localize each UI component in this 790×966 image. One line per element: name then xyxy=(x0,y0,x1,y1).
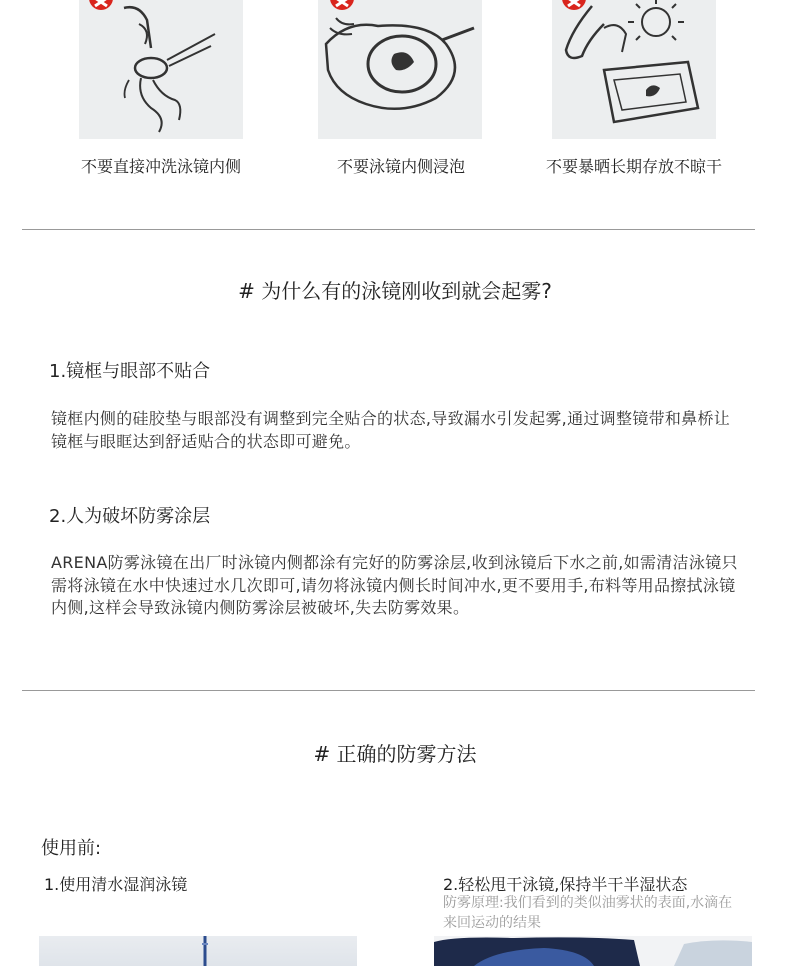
section-divider-2 xyxy=(22,690,755,691)
warning-illustration-soak xyxy=(318,0,482,139)
warning-caption-soak: 不要泳镜内侧浸泡 xyxy=(336,157,465,176)
step-1-photo xyxy=(39,936,357,966)
section-divider-1 xyxy=(22,229,755,230)
warning-caption-rinse: 不要直接冲洗泳镜内侧 xyxy=(80,157,241,176)
warning-caption-sun: 不要暴晒长期存放不晾干 xyxy=(545,157,722,176)
step-1-label: 1.使用清水湿润泳镜 xyxy=(44,875,188,894)
warning-illustration-sun xyxy=(552,0,716,139)
step-2-photo xyxy=(434,936,752,966)
warning-illustration-rinse xyxy=(79,0,243,139)
reason-2-text: ARENA防雾泳镜在出厂时泳镜内侧都涂有完好的防雾涂层,收到泳镜后下水之前,如需清洁泳镜只需将泳镜在水中快速过水几次即可,请勿将泳镜内侧长时间冲水,更不要用手,布料等用品擦拭泳镜内侧,这样会导致泳镜内侧防雾涂层被破坏,失去防雾效果。 xyxy=(51,553,738,617)
reason-1-text: 镜框内侧的硅胶垫与眼部没有调整到完全贴合的状态,导致漏水引发起雾,通过调整镜带和鼻桥让镜框与眼眶达到舒适贴合的状态即可避免。 xyxy=(51,409,731,451)
fog-reason-title: # 为什么有的泳镜刚收到就会起雾? xyxy=(238,279,552,303)
before-use-label: 使用前: xyxy=(41,838,102,859)
anti-fog-principle-note: 防雾原理:我们看到的类似油雾状的表面,水滴在来回运动的结果 xyxy=(443,895,733,931)
reason-1-heading: 1.镜框与眼部不贴合 xyxy=(49,361,211,382)
anti-fog-method-title: # 正确的防雾方法 xyxy=(313,742,477,766)
reason-2-heading: 2.人为破坏防雾涂层 xyxy=(49,506,211,527)
step-2-label: 2.轻松甩干泳镜,保持半干半湿状态 xyxy=(443,875,688,894)
